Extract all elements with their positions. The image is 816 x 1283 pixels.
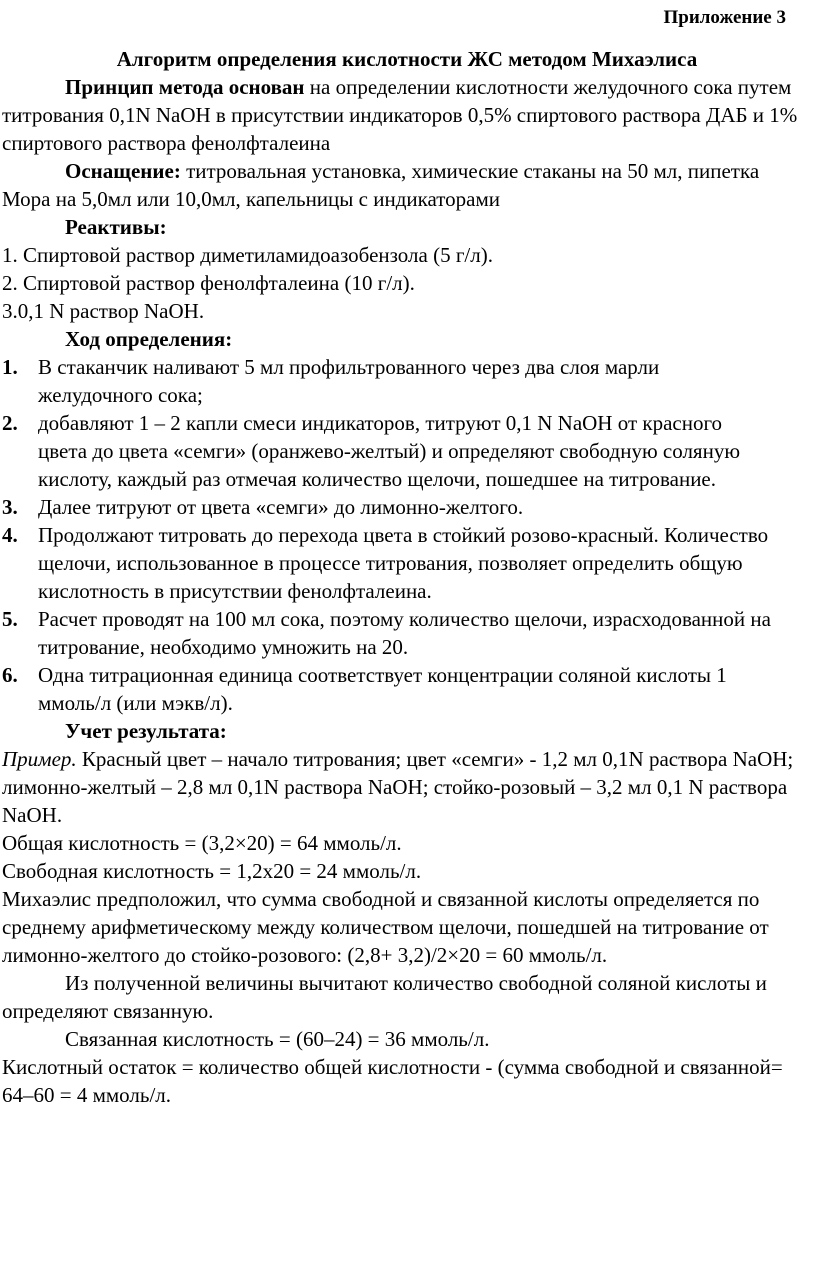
bound-acidity: Связанная кислотность = (60–24) = 36 ммоль/л. (65, 1027, 490, 1051)
procedure-step (2, 661, 802, 717)
step-number: 2. (2, 411, 18, 435)
reagents-heading: Реактивы: (65, 215, 167, 239)
example-paragraph (2, 745, 802, 829)
results-heading: Учет результата: (65, 719, 227, 743)
procedure-step (2, 605, 802, 661)
step-text: Далее титруют от цвета «семги» до лимонно-желтого. (38, 495, 524, 519)
equipment-paragraph (2, 157, 802, 213)
reagent-item: 3.0,1 N раствор NaOH. (2, 299, 205, 323)
acid-residue: Кислотный остаток = количество общей кислотности - (сумма свободной и связанной= 64–60 = 4 ммоль/л. (2, 1055, 783, 1107)
document-title: Алгоритм определения кислотности ЖС методом Михаэлиса (116, 47, 698, 71)
principle-label: Принцип метода основан (65, 75, 305, 99)
step-number: 3. (2, 495, 18, 519)
subtract-paragraph: Из полученной величины вычитают количество свободной соляной кислоты и определяют связанную. (2, 971, 767, 1023)
equipment-text: титровальная установка, химические стаканы на 50 мл, пипетка Мора на 5,0мл или 10,0мл, капельницы с индикаторами (2, 159, 760, 211)
example-label: Пример. (2, 747, 77, 771)
reagent-item: 2. Спиртовой раствор фенолфталеина (10 г/л). (2, 271, 415, 295)
equipment-label: Оснащение: (65, 159, 181, 183)
step-text: Расчет проводят на 100 мл сока, поэтому количество щелочи, израсходованной на титрование, необходимо умножить на 20. (38, 607, 771, 659)
procedure-step (2, 521, 802, 605)
total-acidity: Общая кислотность = (3,2×20) = 64 ммоль/л. (2, 831, 402, 855)
procedure-step (2, 493, 802, 521)
step-number: 6. (2, 663, 18, 687)
step-text: Одна титрационная единица соответствует концентрации соляной кислоты 1 ммоль/л (или мэкв/л). (38, 663, 727, 715)
reagents-list (2, 241, 802, 325)
step-text: В стаканчик наливают 5 мл профильтрованного через два слоя марли желудочного сока; (38, 355, 660, 407)
reagent-item: 1. Спиртовой раствор диметиламидоазобензола (5 г/л). (2, 243, 493, 267)
step-number: 1. (2, 355, 18, 379)
appendix-label: Приложение 3 (663, 7, 786, 28)
procedure-steps (2, 353, 802, 717)
procedure-step (2, 409, 802, 493)
free-acidity: Свободная кислотность = 1,2х20 = 24 ммоль/л. (2, 859, 422, 883)
principle-text: на определении кислотности желудочного сока путем титрования 0,1N NaOH в присутствии индикаторов 0,5% спиртового раствора ДАБ и 1% спиртового раствора фенолфталеина (2, 75, 798, 155)
step-number: 4. (2, 523, 18, 547)
michaelis-paragraph: Михаэлис предположил, что сумма свободной и связанной кислоты определяется по среднему арифметическому между количеством щелочи, пошедшей на титрование от лимонно-желтого до стойко-розового: (2,8+ 3,2)/2×20 = 60 ммоль/л. (2, 887, 769, 967)
step-text: добавляют 1 – 2 капли смеси индикаторов, титруют 0,1 N NaOH от красного цвета до цвета «семги» (оранжево-желтый) и определяют свободную соляную кислоту, каждый раз отмечая количество щелочи, пошедшее на титрование. (38, 411, 741, 491)
principle-paragraph (2, 73, 802, 157)
document-body (2, 45, 802, 1109)
step-number: 5. (2, 607, 18, 631)
procedure-heading: Ход определения: (65, 327, 233, 351)
procedure-step (2, 353, 802, 409)
step-text: Продолжают титровать до перехода цвета в стойкий розово-красный. Количество щелочи, использованное в процессе титрования, позволяет определить общую кислотность в присутствии фенолфталеина. (38, 523, 769, 603)
example-text: Красный цвет – начало титрования; цвет «семги» - 1,2 мл 0,1N раствора NaOH; лимонно-желтый – 2,8 мл 0,1N раствора NaOH; стойко-розовый – 3,2 мл 0,1 N раствора NaOH. (2, 747, 794, 827)
